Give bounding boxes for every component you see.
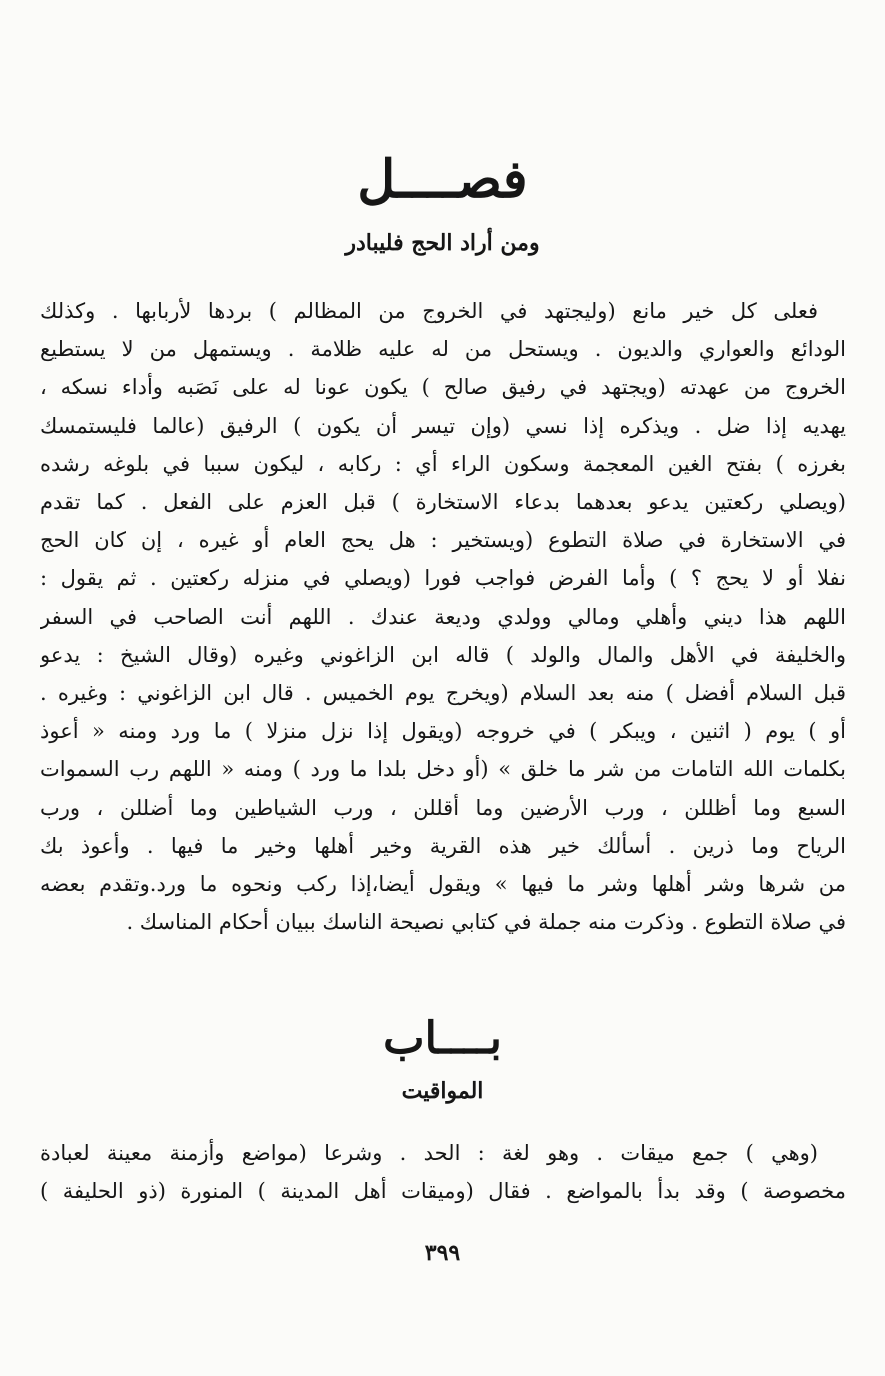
text-line: أو ) يوم ( اثنين ، ويبكر ) في خروجه (ويقول إذا نزل منزلا ) ما ورد ومنه « أعوذ bbox=[40, 719, 846, 744]
text-line: فعلى كل خير مانع (وليجتهد في الخروج من المظالم ) بردها لأربابها . وكذلك bbox=[40, 299, 818, 323]
text-line: اللهم هذا ديني وأهلي ومالي وولدي وديعة عندك . اللهم أنت الصاحب في السفر bbox=[40, 604, 846, 629]
text-line: الخروج من عهدته (ويجتهد في رفيق صالح ) يكون عونا له على نَصَبه وأداء نسكه ، bbox=[40, 375, 846, 400]
text-line: الودائع والعواري والديون . ويستحل من له عليه ظلامة . ويستمهل من لا يستطيع bbox=[40, 337, 846, 362]
text-line: مخصوصة ) وقد بدأ بالمواضع . فقال (وميقات أهل المدينة ) المنورة (ذو الحليفة ) bbox=[40, 1179, 846, 1204]
section-title-bab: بــــاب bbox=[383, 1013, 502, 1064]
text-line: الرياح وما ذرين . أسألك خير هذه القرية وخير أهلها وخير ما فيها . وأعوذ بك bbox=[40, 833, 846, 858]
section-title-fasl: فصــــل bbox=[357, 149, 528, 210]
page-number: ٣٩٩ bbox=[424, 1240, 461, 1266]
text-line: (ويصلي ركعتين يدعو بعدهما بدعاء الاستخارة ) قبل العزم على الفعل . كما تقدم bbox=[40, 490, 846, 515]
text-line: في الاستخارة في صلاة التطوع (ويستخير : هل يحج العام أو غيره ، إن كان الحج bbox=[40, 528, 846, 553]
text-line: قبل السلام أفضل ) منه بعد السلام (ويخرج يوم الخميس . قال ابن الزاغوني : وغيره . bbox=[40, 681, 846, 706]
section-subtitle-mawaqit: المواقيت bbox=[401, 1078, 484, 1104]
section-subtitle-hajj: ومن أراد الحج فليبادر bbox=[345, 230, 540, 256]
text-line: بغرزه ) بفتح الغين المعجمة وسكون الراء أي : ركابه ، ليكون سببا في بلوغه رشده bbox=[40, 451, 846, 476]
text-line: (وهي ) جمع ميقات . وهو لغة : الحد . وشرعا (مواضع وأزمنة معينة لعبادة bbox=[40, 1141, 818, 1165]
text-line: والخليفة في الأهل والمال والولد ) قاله ابن الزاغوني وغيره (وقال الشيخ : يدعو bbox=[40, 642, 846, 667]
text-line: بكلمات الله التامات من شر ما خلق » (أو دخل بلدا ما ورد ) ومنه « اللهم رب السموات bbox=[40, 757, 846, 782]
section2-paragraph bbox=[40, 1134, 846, 1210]
text-line: نفلا أو لا يحج ؟ ) وأما الفرض فواجب فورا (ويصلي في منزله ركعتين . ثم يقول : bbox=[40, 566, 846, 591]
text-line: السبع وما أظللن ، ورب الأرضين وما أقللن ، ورب الشياطين وما أضللن ، ورب bbox=[40, 795, 846, 820]
text-line: يهديه إذا ضل . ويذكره إذا نسي (وإن تيسر أن يكون ) الرفيق (عالما فليستمسك bbox=[40, 413, 846, 438]
text-line: في صلاة التطوع . وذكرت منه جملة في كتابي نصيحة الناسك ببيان أحكام المناسك . bbox=[126, 910, 846, 935]
text-line: من شرها وشر أهلها وشر ما فيها » ويقول أيضا،إذا ركب ونحوه ما ورد.وتقدم بعضه bbox=[40, 872, 846, 897]
section1-paragraph bbox=[40, 292, 846, 941]
